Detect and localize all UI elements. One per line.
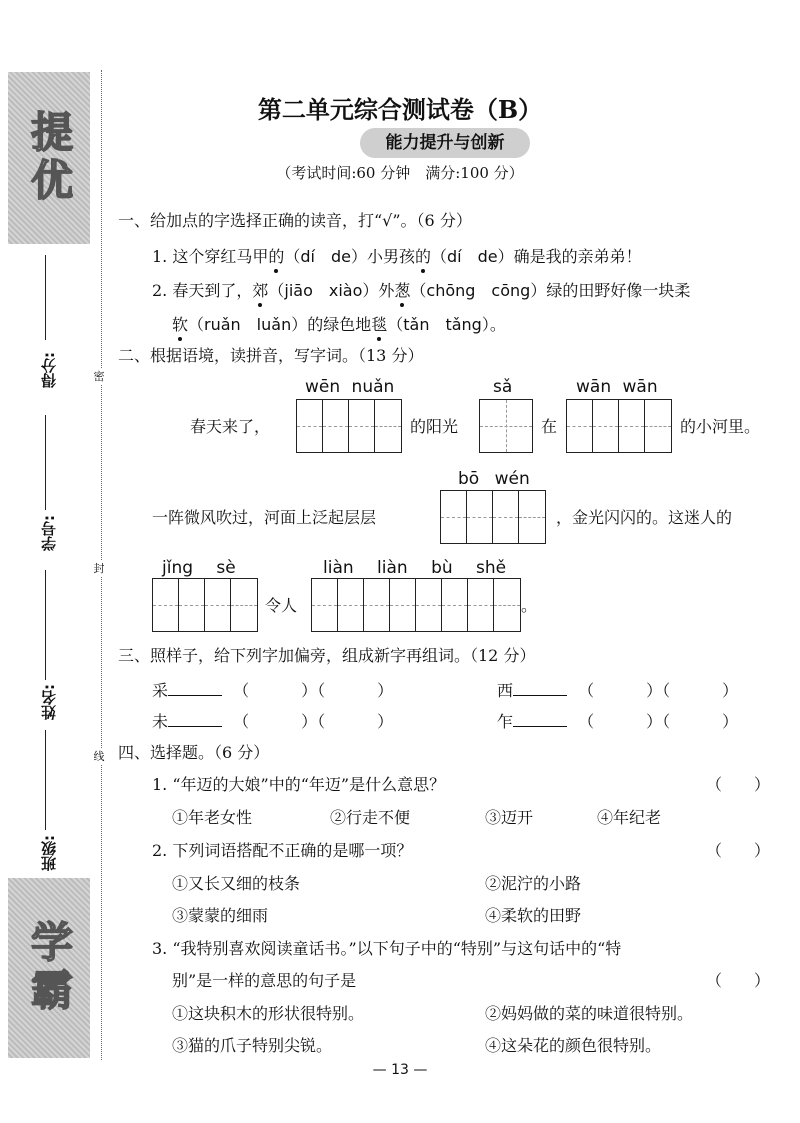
q3-blank[interactable]	[168, 681, 222, 696]
q3-item-3	[152, 709, 393, 732]
q1-item-2-number: 2.	[152, 281, 168, 300]
q1-item-1-text-b: （dí de）小男孩	[284, 247, 415, 266]
q3-paren-close: ）	[301, 712, 318, 731]
grid-cell[interactable]	[297, 400, 323, 452]
field-label-name: 姓名:	[40, 684, 58, 720]
q3-paren-open: （	[662, 681, 671, 700]
q4-q2-answer-paren[interactable]: （ ）	[706, 841, 771, 860]
q3-paren-open: （	[578, 712, 595, 731]
grid-cell[interactable]	[375, 400, 401, 452]
q1-item-1-dotted-char-2: 的	[415, 244, 431, 267]
q4-q3-answer-paren[interactable]: （ ）	[706, 971, 771, 990]
grid-cell[interactable]	[593, 400, 619, 452]
q3-paren-close: ）	[646, 712, 663, 731]
q3-paren-close: ）	[301, 681, 318, 700]
q1-item-1-text-a: 这个穿红马甲	[172, 247, 269, 266]
q2-text-5: 一阵微风吹过，河面上泛起层层	[152, 508, 377, 527]
grid-cell[interactable]	[179, 579, 205, 631]
q1-item-1-number: 1.	[152, 247, 168, 266]
subtitle-badge: 能力提升与创新	[360, 128, 530, 158]
grid-cell[interactable]	[416, 579, 442, 631]
q4-q2-option-3: ③蒙蒙的细雨	[172, 906, 269, 925]
q4-q1-option-2: ②行走不便	[330, 808, 411, 827]
q4-q3-number: 3.	[152, 939, 168, 958]
q4-q3-text: “我特别喜欢阅读童话书。”以下句子中的“特别”与这句话中的“特	[172, 939, 622, 958]
q2-text-1: 春天来了，	[190, 417, 271, 436]
q3-blank[interactable]	[513, 681, 567, 696]
q3-blank[interactable]	[168, 712, 222, 727]
q4-question-1	[152, 772, 445, 795]
q4-q3-option-4: ④这朵花的颜色很特别。	[485, 1036, 662, 1055]
q3-paren-open: （	[317, 712, 326, 731]
q3-paren-close: ）	[377, 712, 394, 731]
grid-cell[interactable]	[153, 579, 179, 631]
grid-cell[interactable]	[468, 579, 494, 631]
seal-char-xian: 线	[90, 748, 108, 764]
q4-heading: 四、选择题。（6 分）	[118, 743, 270, 762]
exam-info: （考试时间:60 分钟 满分:100 分）	[276, 164, 524, 182]
grid-cell[interactable]	[231, 579, 257, 631]
q1-item-2-text-c: （chōng cōng）绿的田野好像一块柔	[410, 281, 691, 300]
grid-cell[interactable]	[519, 491, 545, 543]
q4-q2-option-2: ②泥泞的小路	[485, 874, 582, 893]
q1-item-2-dotted-char-1: 郊	[252, 278, 268, 301]
banner-top-text: 提优	[25, 110, 74, 206]
grid-cell[interactable]	[645, 400, 671, 452]
q3-char: 西	[497, 681, 514, 700]
q3-char: 未	[152, 712, 169, 731]
q1-item-1-dotted-char-1: 的	[268, 244, 284, 267]
grid-cell[interactable]	[467, 491, 493, 543]
grid-cell[interactable]	[442, 579, 468, 631]
seal-char-feng: 封	[90, 560, 108, 576]
q1-item-2-dotted-char-3: 软	[172, 312, 188, 335]
q2-answer-grid-jingse[interactable]	[152, 578, 258, 632]
grid-cell[interactable]	[364, 579, 390, 631]
q4-q3-text-line2: 别”是一样的意思的句子是	[172, 971, 357, 990]
q2-pinyin-lianlianbushe: liàn liàn bù shě	[323, 558, 507, 578]
q2-answer-grid-wanwan[interactable]	[566, 399, 672, 453]
q3-paren-close: ）	[377, 681, 394, 700]
q4-q1-answer-paren[interactable]: （ ）	[706, 775, 771, 794]
q3-item-4	[497, 709, 738, 732]
grid-cell[interactable]	[323, 400, 349, 452]
q3-char: 采	[152, 681, 169, 700]
q3-char: 乍	[497, 712, 514, 731]
field-line-class	[45, 730, 46, 830]
q2-answer-grid-wennuan[interactable]	[296, 399, 402, 453]
q3-paren-close: ）	[646, 681, 663, 700]
q2-answer-grid-sa[interactable]	[479, 399, 533, 453]
q2-pinyin-wennuan: wēn nuǎn	[305, 377, 395, 397]
q4-q3-option-2: ②妈妈做的菜的味道很特别。	[485, 1004, 694, 1023]
q2-text-4: 的小河里。	[680, 417, 761, 436]
sidebar-banner-bottom	[8, 878, 90, 1058]
field-line-score	[45, 255, 46, 340]
q1-item-1-text-c: （dí de）确是我的亲弟弟！	[431, 247, 642, 266]
q4-q3-option-3: ③猫的爪子特别尖锐。	[172, 1036, 333, 1055]
q3-item-2	[497, 678, 738, 701]
q1-item-2-line2	[172, 312, 506, 335]
q3-paren-open: （	[662, 712, 671, 731]
field-label-class: 班级:	[40, 835, 58, 871]
grid-cell[interactable]	[390, 579, 416, 631]
q2-pinyin-sa: sǎ	[493, 377, 513, 397]
q2-pinyin-bowen: bō wén	[458, 469, 530, 489]
q4-q1-option-3: ③迈开	[485, 808, 534, 827]
q2-answer-grid-bowen[interactable]	[440, 490, 546, 544]
grid-cell[interactable]	[441, 491, 467, 543]
grid-cell[interactable]	[312, 579, 338, 631]
q3-item-1	[152, 678, 393, 701]
grid-cell[interactable]	[619, 400, 645, 452]
q4-q3-option-1: ①这块积木的形状很特别。	[172, 1004, 365, 1023]
q3-heading: 三、照样子，给下列字加偏旁，组成新字再组词。（12 分）	[118, 646, 536, 665]
q4-q2-option-1: ①又长又细的枝条	[172, 874, 301, 893]
q3-blank[interactable]	[513, 712, 567, 727]
q1-item-2	[152, 278, 690, 301]
grid-cell[interactable]	[567, 400, 593, 452]
q1-item-2-line2-a: （ruǎn luǎn）的绿色地	[188, 315, 372, 334]
q2-pinyin-jingse: jǐng sè	[162, 558, 236, 578]
seal-char-mi: 密	[90, 368, 108, 384]
grid-cell[interactable]	[494, 579, 520, 631]
grid-cell[interactable]	[493, 491, 519, 543]
page-number: — 13 —	[372, 1062, 428, 1078]
q1-item-2-dotted-char-2: 葱	[394, 278, 410, 301]
q4-q1-option-1: ①年老女性	[172, 808, 253, 827]
q4-q2-text: 下列词语搭配不正确的是哪一项？	[172, 841, 413, 860]
q3-paren-open: （	[578, 681, 595, 700]
q2-answer-grid-lianlianbushe[interactable]	[311, 578, 521, 632]
q4-question-3	[152, 936, 621, 959]
grid-cell[interactable]	[480, 400, 532, 452]
q1-item-2-dotted-char-4: 毯	[371, 312, 387, 335]
q4-q2-option-4: ④柔软的田野	[485, 906, 582, 925]
q2-pinyin-wanwan: wān wān	[576, 377, 658, 397]
q3-paren-close: ）	[722, 712, 739, 731]
field-label-score: 得分:	[40, 352, 58, 388]
q3-paren-open: （	[233, 681, 250, 700]
q3-paren-close: ）	[722, 681, 739, 700]
field-line-id	[45, 415, 46, 510]
banner-bottom-text: 学霸	[25, 920, 74, 1016]
q3-paren-open: （	[317, 681, 326, 700]
field-line-name	[45, 570, 46, 680]
field-label-id: 学号:	[40, 515, 58, 551]
q1-item-2-line2-b: （tǎn tǎng）。	[387, 315, 506, 334]
q2-text-2: 的阳光	[410, 417, 459, 436]
q4-q1-option-4: ④年纪老	[597, 808, 662, 827]
page-title: 第二单元综合测试卷（B）	[257, 95, 543, 124]
q3-paren-open: （	[233, 712, 250, 731]
grid-cell[interactable]	[205, 579, 231, 631]
q2-text-7: 令人	[265, 596, 298, 615]
grid-cell[interactable]	[349, 400, 375, 452]
q2-text-3: 在	[541, 417, 558, 436]
q4-q1-number: 1.	[152, 775, 168, 794]
q4-q2-number: 2.	[152, 841, 168, 860]
q1-heading: 一、给加点的字选择正确的读音，打“√”。（6 分）	[118, 211, 472, 230]
q2-text-8: 。	[521, 596, 538, 615]
q2-heading: 二、根据语境，读拼音，写字词。（13 分）	[118, 346, 424, 365]
q4-question-2	[152, 838, 412, 861]
q1-item-2-text-b: （jiāo xiào）外	[268, 281, 395, 300]
q1-item-2-text-a: 春天到了，	[172, 281, 253, 300]
q1-item-1	[152, 244, 642, 267]
grid-cell[interactable]	[338, 579, 364, 631]
q2-text-6: ，金光闪闪的。这迷人的	[556, 508, 733, 527]
q4-q1-text: “年迈的大娘”中的“年迈”是什么意思？	[172, 775, 446, 794]
